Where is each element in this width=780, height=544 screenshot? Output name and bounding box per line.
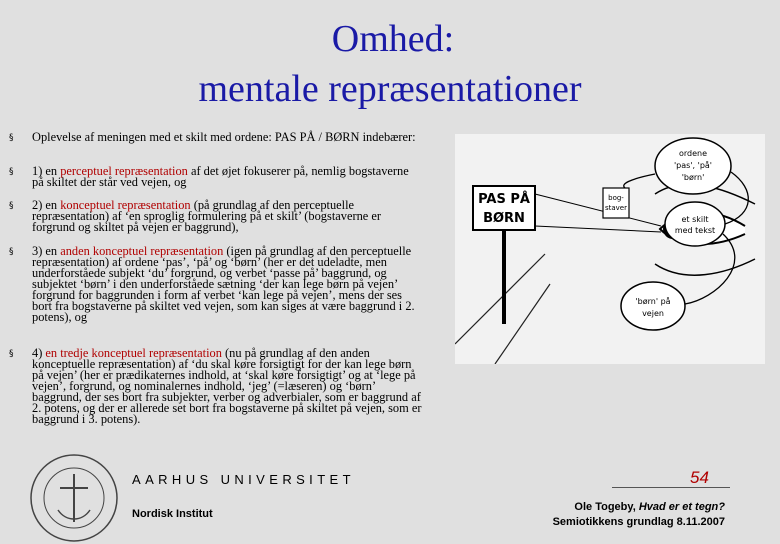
bullet-marker: § — [9, 167, 14, 177]
bullet-highlight: anden konceptuel repræsentation — [60, 244, 224, 258]
page-number: 54 — [690, 468, 709, 487]
svg-text:bog-: bog- — [608, 194, 624, 202]
bubble-children — [621, 282, 685, 330]
svg-text:'børn': 'børn' — [681, 173, 705, 182]
illustration-drawing — [455, 134, 765, 364]
svg-text:med tekst: med tekst — [674, 226, 716, 235]
institute-name: Nordisk Institut — [132, 508, 213, 520]
bullet-text: 3) en anden konceptuel repræsentation (igen på grundlag af den perceptuelle repræsentation) af ordene ‘pas’, ‘på’ og ‘børn’ (her er det udeladte, men underforståede subjekt ‘du’ forgrund, og verbet ‘passe på’ baggrund, og subjektet ‘børn’ i den underforståede sætning ‘der kan lege børn på vejen’ forgrund for baggrunden i form af verbet ‘kan lege på vejen’, mens der ses bort fra bogstaverne på skiltet ved vejen, som kan siges at være baggrund i 2. potens), og — [32, 244, 415, 324]
bullet-marker: § — [9, 201, 14, 211]
university-seal — [28, 452, 120, 544]
author-name: Ole Togeby, — [574, 501, 639, 513]
bullet-marker: § — [9, 247, 14, 257]
svg-text:ordene: ordene — [678, 149, 708, 158]
bullet-marker: § — [9, 349, 14, 359]
bullet-marker: § — [9, 133, 14, 143]
sign-text-1: PAS PÅ — [478, 192, 530, 207]
sign-illustration — [455, 134, 765, 364]
author-info — [535, 500, 725, 530]
bullet-text: Oplevelse af meningen med et skilt med ordene: PAS PÅ / BØRN indebærer: — [32, 130, 416, 144]
letters-box — [603, 188, 629, 218]
svg-text:'børn' på: 'børn' på — [635, 297, 671, 306]
svg-text:et skilt: et skilt — [681, 215, 709, 224]
university-name: AARHUS UNIVERSITET — [132, 472, 355, 487]
bullet-highlight: en tredje konceptuel repræsentation — [45, 346, 222, 360]
bubble-sign — [665, 202, 725, 246]
course-name: Semiotikkens grundlag 8.11.2007 — [552, 516, 725, 528]
bullet-highlight: perceptuel repræsentation — [60, 164, 188, 178]
sign-text-2: BØRN — [483, 211, 525, 226]
svg-text:'pas', 'på': 'pas', 'på' — [673, 161, 713, 170]
footer-divider — [612, 487, 730, 488]
title-line-2: mentale repræsentationer — [198, 68, 582, 110]
lecture-title: Hvad er et tegn? — [638, 501, 725, 513]
title-line-1: Omhed: — [331, 18, 455, 60]
bullet-text: 1) en perceptuel repræsentation af det øjet fokuserer på, nemlig bogstaverne på skiltet der står ved vejen, og — [32, 164, 409, 189]
svg-text:staver: staver — [604, 204, 628, 212]
bullet-text: 4) en tredje konceptuel repræsentation (nu på grundlag af den anden konceptuelle repræsentation) af ‘du skal køre forsigtigt for der kan lege børn på vejen’ (her er prædikaternes indhold, at ‘skal køre forsigtigt’ og at ‘lege på vejen’, forgrund, og nominalernes indhold, ‘jeg’ (=læseren) og ‘børn’ baggrund, der ses bort fra subjekter, verber og adverbialer, som er baggrund af 2. potens, og der er allerede set bort fra bogstaverne på skiltet på vejen, som er baggrund i 3. potens). — [32, 346, 422, 426]
slide-title — [0, 14, 780, 114]
svg-text:vejen: vejen — [642, 309, 664, 318]
bullet-text: 2) en konceptuel repræsentation (på grundlag af den perceptuelle repræsentation) af ‘en sproglig formulering på et skilt’ (bogstaverne er forgrund og skiltet på vejen er baggrund), — [32, 198, 382, 234]
bullet-highlight: konceptuel repræsentation — [60, 198, 191, 212]
